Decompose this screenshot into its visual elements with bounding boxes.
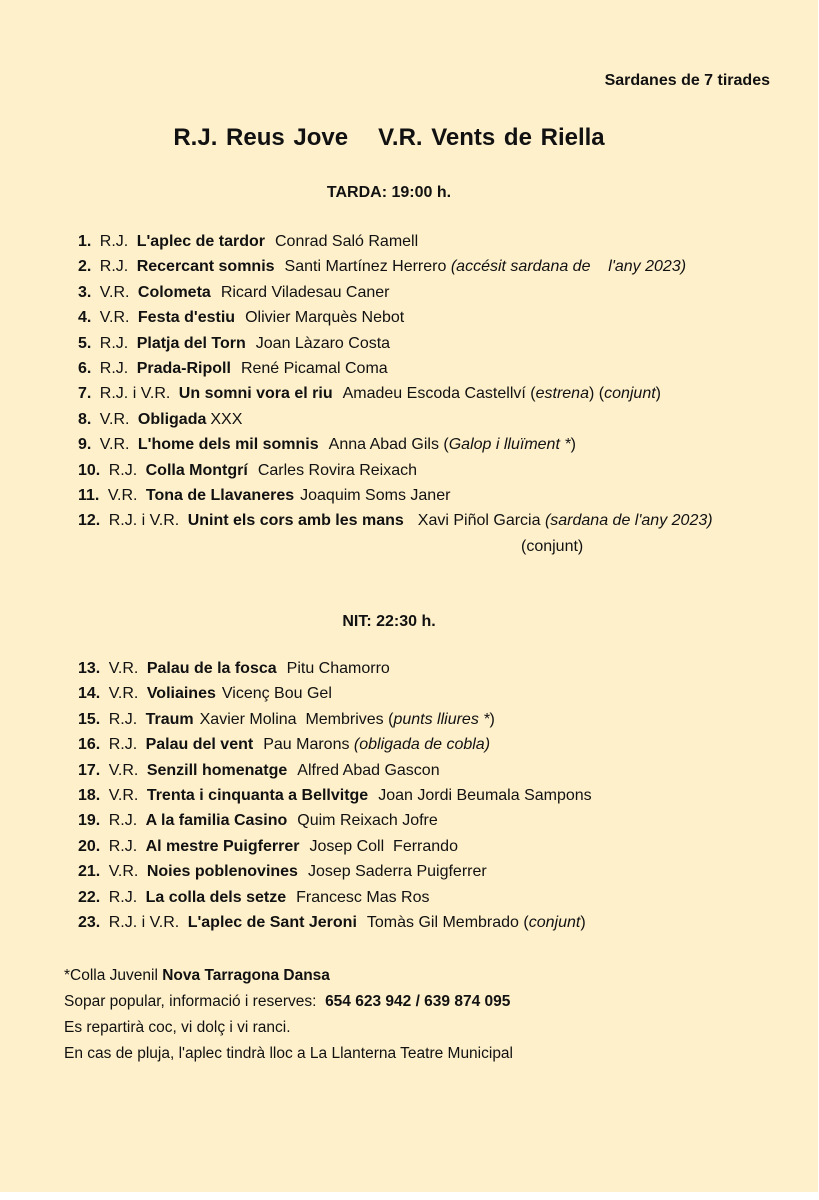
item-title: A la familia Casino [145, 812, 288, 830]
list-item [78, 885, 798, 910]
item-ensemble: V.R. [108, 660, 139, 677]
item-title: Palau del vent [145, 736, 254, 754]
list-item [78, 732, 798, 757]
list-item [78, 458, 798, 483]
item-title: L'aplec de tardor [136, 233, 265, 250]
item-title: Traum [145, 710, 194, 728]
item-author: Tomàs Gil Membrado ( [366, 914, 529, 932]
item-note: (sardana de l'any 2023) [544, 512, 713, 530]
item-number: 1. [78, 233, 92, 250]
item-number: 16. [78, 736, 101, 754]
repartira-note: Es repartirà coc, vi dolç i vi ranci. [64, 1019, 291, 1036]
footer-notes [64, 963, 513, 1067]
item-note: conjunt [604, 385, 656, 403]
colla-name: Nova Tarragona Dansa [162, 967, 330, 984]
item-author: Carles Rovira Reixach [257, 461, 417, 479]
item-number: 4. [78, 309, 92, 327]
heading-left: R.J. Reus Jove [173, 124, 349, 151]
item-punct: ) [580, 914, 586, 932]
item-number: 7. [78, 385, 92, 403]
list-item [78, 834, 798, 859]
item-ensemble: R.J. i V.R. [108, 914, 180, 932]
item-author: Quim Reixach Jofre [297, 812, 438, 830]
item-title: Unint els cors amb les mans [187, 512, 404, 530]
list-item [78, 859, 798, 884]
item-ensemble: V.R. [99, 436, 130, 454]
item-number: 15. [78, 710, 101, 728]
item-title: Obligada [137, 410, 207, 428]
item-punct: ) [655, 385, 661, 403]
item-author: Santi Martínez Herrero [284, 258, 447, 276]
item-number: 3. [78, 283, 92, 301]
item-author: Pitu Chamorro [286, 660, 390, 677]
item-author: Conrad Saló Ramell [274, 233, 419, 250]
item-number: 23. [78, 914, 101, 932]
pluja-note: En cas de pluja, l'aplec tindrà lloc a La Llanterna Teatre Municipal [64, 1045, 514, 1062]
item-number: 22. [78, 888, 101, 906]
item-note: punts lliures * [393, 710, 490, 728]
item-number: 17. [78, 761, 101, 779]
list-item [78, 681, 798, 706]
item-ensemble: V.R. [108, 863, 139, 881]
list-item [78, 707, 798, 732]
item-author: Vicenç Bou Gel [221, 685, 332, 703]
page-heading [0, 124, 778, 152]
list-item [78, 808, 798, 833]
item-note-2: (conjunt) [521, 537, 584, 555]
item-title: Palau de la fosca [146, 660, 277, 677]
list-item [78, 254, 798, 279]
item-title: Platja del Torn [136, 334, 246, 352]
item-ensemble: R.J. i V.R. [99, 385, 171, 403]
list-item [78, 483, 798, 508]
item-title: Colometa [137, 283, 211, 301]
item-title: Prada-Ripoll [136, 360, 231, 378]
item-title: Festa d'estiu [137, 309, 236, 327]
list-item [78, 508, 798, 559]
item-ensemble: V.R. [108, 787, 139, 805]
item-number: 6. [78, 360, 92, 378]
item-ensemble: V.R. [108, 761, 139, 779]
item-ensemble: R.J. [108, 461, 138, 479]
item-number: 20. [78, 837, 101, 855]
item-ensemble: R.J. [108, 736, 138, 754]
item-number: 14. [78, 685, 101, 703]
list-item [78, 783, 798, 808]
item-title: Recercant somnis [136, 258, 275, 276]
sopar-label: Sopar popular, informació i reserves: [64, 993, 317, 1010]
item-author: Josep Saderra Puigferrer [307, 863, 487, 881]
item-author: René Picamal Coma [240, 360, 388, 378]
item-author: Amadeu Escoda Castellví ( [342, 385, 536, 403]
item-ensemble: R.J. [99, 360, 129, 378]
item-note: (obligada de cobla) [353, 736, 491, 754]
item-title: Al mestre Puigferrer [145, 837, 300, 855]
item-author: Joan Jordi Beumala Sampons [378, 787, 592, 805]
list-item [78, 305, 798, 330]
item-number: 21. [78, 863, 101, 881]
item-title: Tona de Llavaneres [145, 487, 295, 505]
list-item [78, 229, 798, 254]
nit-title: NIT: 22:30 h. [342, 613, 436, 630]
sopar-note [64, 989, 513, 1015]
item-author: Ricard Viladesau Caner [220, 283, 390, 301]
item-ensemble: V.R. [107, 487, 138, 505]
tarda-list [78, 229, 798, 559]
item-number: 9. [78, 436, 92, 454]
item-author: Joaquim Soms Janer [300, 487, 451, 505]
item-number: 18. [78, 787, 101, 805]
item-title: Trenta i cinquanta a Bellvitge [146, 787, 369, 805]
sopar-phones: 654 623 942 / 639 874 095 [325, 993, 511, 1010]
item-ensemble: V.R. [99, 309, 130, 327]
item-ensemble: V.R. [99, 283, 130, 301]
item-author: Joan Làzaro Costa [255, 334, 391, 352]
colla-prefix: *Colla Juvenil [64, 967, 158, 984]
item-number: 13. [78, 660, 101, 677]
item-punct: ) ( [588, 385, 605, 403]
item-title: Senzill homenatge [146, 761, 288, 779]
item-title: Noies poblenovines [146, 863, 298, 881]
item-author: Xavier Molina Membrives ( [199, 710, 394, 728]
item-ensemble: V.R. [108, 685, 139, 703]
item-author: Xavi Piñol Garcia [417, 512, 541, 530]
item-author: Anna Abad Gils ( [328, 436, 449, 454]
item-note: estrena [535, 385, 589, 403]
item-number: 5. [78, 334, 92, 352]
item-note: conjunt [528, 914, 581, 932]
list-item [78, 407, 798, 432]
item-author: Josep Coll Ferrando [309, 837, 458, 855]
item-number: 12. [78, 512, 101, 530]
list-item [78, 381, 798, 406]
item-title: L'aplec de Sant Jeroni [187, 914, 357, 932]
item-note: Galop i lluïment * [448, 436, 571, 454]
subtitle: Sardanes de 7 tirades [604, 72, 770, 89]
item-number: 10. [78, 461, 101, 479]
item-ensemble: V.R. [99, 410, 130, 428]
item-title: L'home dels mil somnis [137, 436, 319, 454]
item-title: Un somni vora el riu [178, 385, 333, 403]
item-ensemble: R.J. [99, 233, 129, 250]
item-author: XXX [210, 410, 243, 428]
list-item [78, 910, 798, 935]
item-ensemble: R.J. [108, 812, 138, 830]
list-item [78, 331, 798, 356]
item-punct: ) [489, 710, 495, 728]
item-author: Pau Marons [263, 736, 350, 754]
item-ensemble: R.J. [108, 710, 138, 728]
item-title: Voliaines [146, 685, 216, 703]
list-item [78, 432, 798, 457]
tarda-title: TARDA: 19:00 h. [326, 184, 452, 201]
list-item [78, 280, 798, 305]
list-item [78, 758, 798, 783]
item-ensemble: R.J. [99, 258, 129, 276]
item-title: Colla Montgrí [145, 461, 248, 479]
item-title: La colla dels setze [145, 888, 287, 906]
item-author: Olivier Marquès Nebot [245, 309, 405, 327]
item-number: 8. [78, 410, 92, 428]
list-item [78, 656, 798, 681]
nit-list [78, 656, 798, 935]
list-item [78, 356, 798, 381]
item-punct: ) [570, 436, 576, 454]
heading-right: V.R. Vents de Riella [378, 124, 605, 151]
item-number: 11. [78, 487, 100, 505]
item-note: (accésit sardana de l'any 2023) [450, 258, 687, 276]
item-ensemble: R.J. i V.R. [108, 512, 180, 530]
item-author: Alfred Abad Gascon [297, 761, 440, 779]
item-author: Francesc Mas Ros [296, 888, 430, 906]
item-number: 19. [78, 812, 101, 830]
item-number: 2. [78, 258, 92, 276]
item-ensemble: R.J. [108, 888, 138, 906]
item-ensemble: R.J. [99, 334, 129, 352]
item-ensemble: R.J. [108, 837, 138, 855]
colla-note [64, 963, 513, 989]
